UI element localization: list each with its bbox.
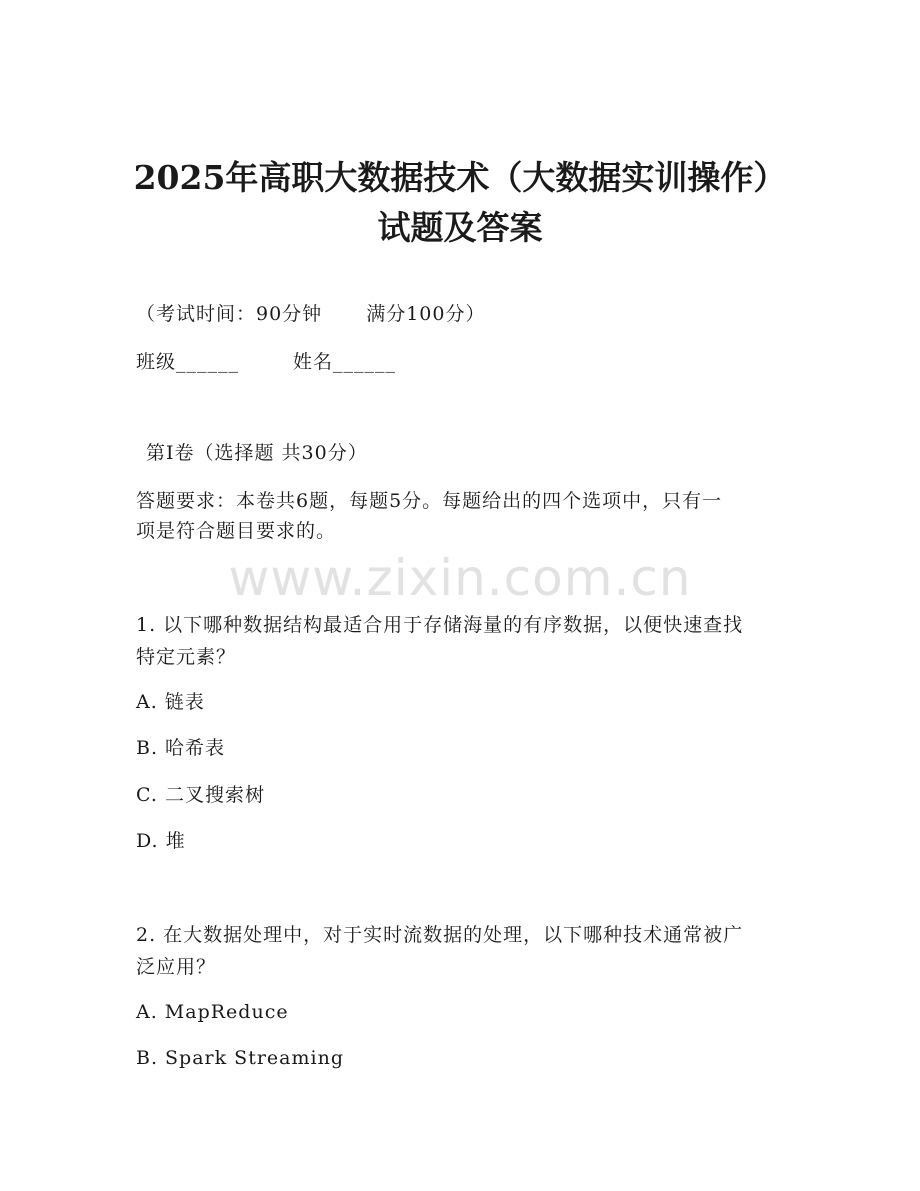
question-1-option-d: D. 堆 — [136, 830, 186, 852]
question-2-option-a: A. MapReduce — [136, 1001, 289, 1023]
exam-score: 满分100分） — [366, 303, 486, 325]
name-field[interactable]: 姓名______ — [293, 351, 397, 373]
student-fields — [136, 350, 396, 374]
question-2-stem-line1: 2. 在大数据处理中，对于实时流数据的处理，以下哪种技术通常被广 — [136, 924, 744, 946]
exam-info — [136, 302, 485, 326]
question-1-option-a: A. 链表 — [136, 691, 205, 713]
watermark: www.zixin.com.cn — [228, 549, 692, 607]
question-2-stem-line2: 泛应用？ — [136, 956, 217, 978]
question-1-option-b: B. 哈希表 — [136, 737, 226, 759]
exam-time: （考试时间：90分钟 — [136, 303, 323, 325]
instructions-line1: 答题要求：本卷共6题，每题5分。每题给出的四个选项中，只有一 — [136, 490, 723, 512]
class-field[interactable]: 班级______ — [136, 351, 240, 373]
instructions-line2: 项是符合题目要求的。 — [136, 520, 337, 542]
question-1-stem-line2: 特定元素？ — [136, 646, 237, 668]
document-title-line1: 2025年高职大数据技术（大数据实训操作） — [133, 158, 787, 197]
question-1-option-c: C. 二叉搜索树 — [136, 784, 265, 806]
document-title-line2: 试题及答案 — [377, 208, 543, 247]
section-title: 第I卷（选择题 共30分） — [146, 442, 368, 464]
question-1-stem-line1: 1. 以下哪种数据结构最适合用于存储海量的有序数据，以便快速查找 — [136, 614, 744, 636]
question-2-option-b: B. Spark Streaming — [136, 1047, 344, 1069]
